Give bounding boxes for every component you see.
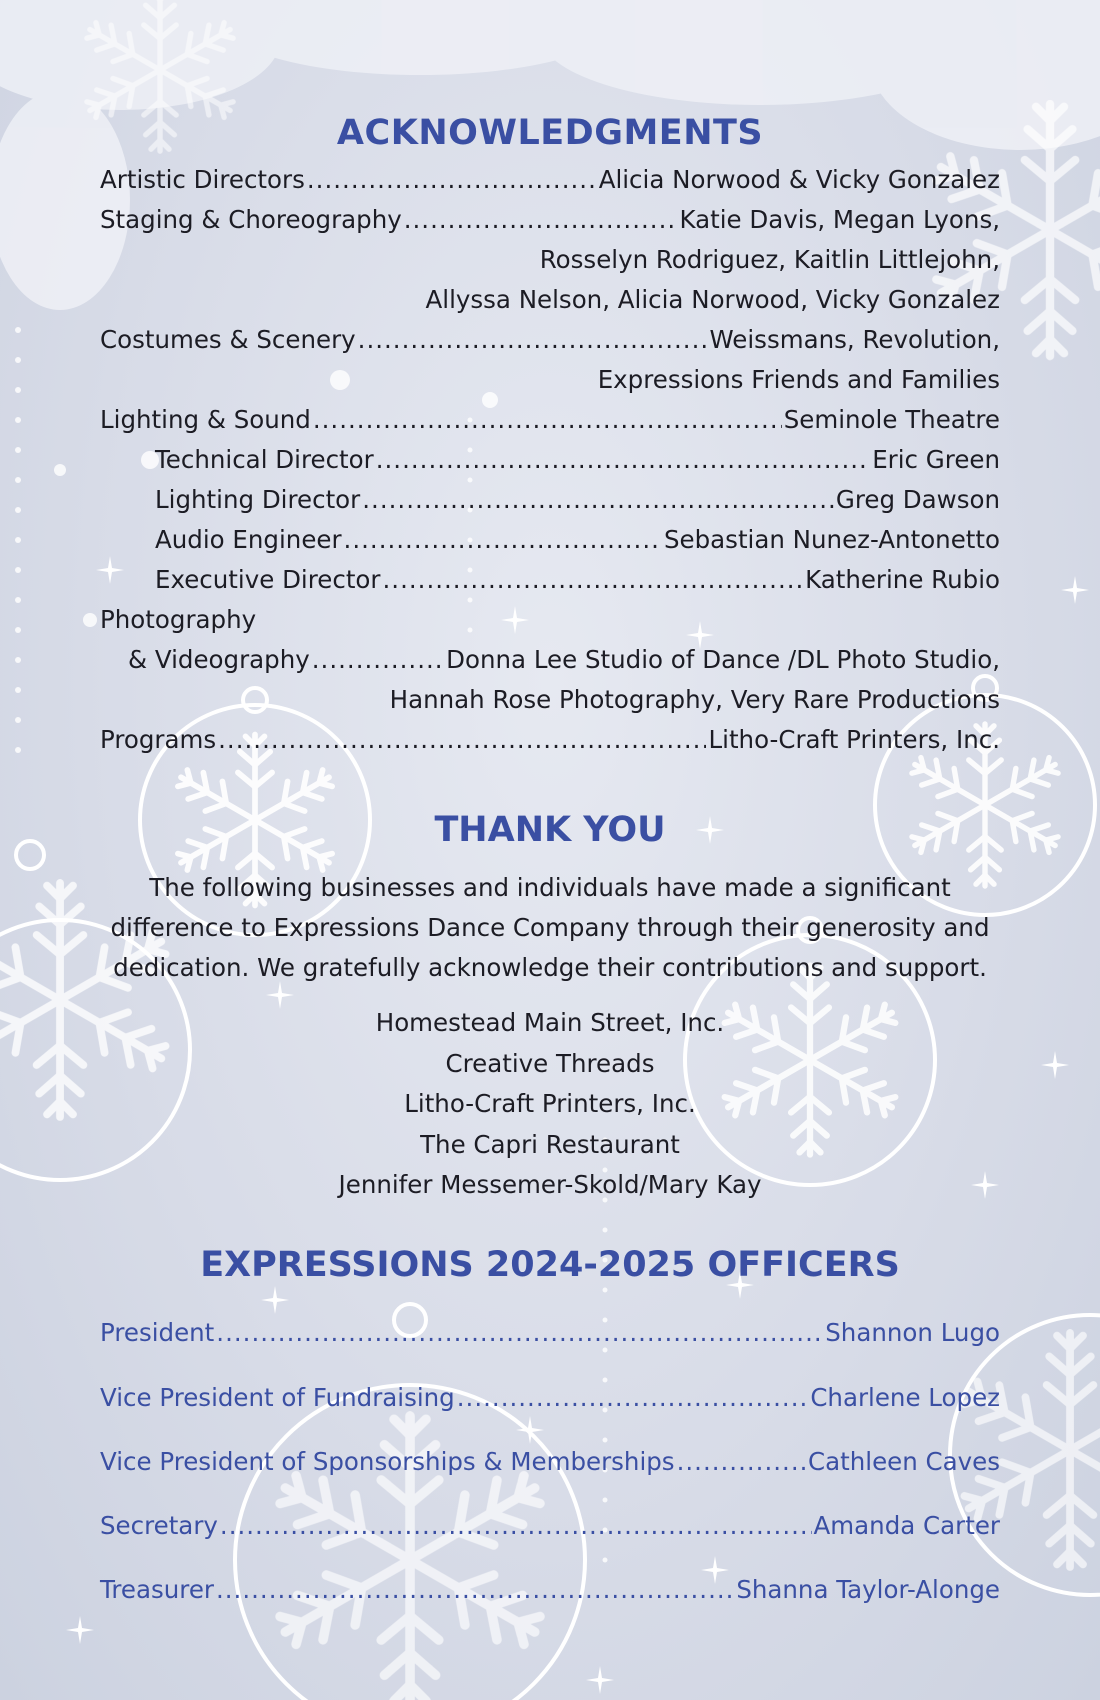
credit-label: & Videography	[128, 645, 310, 674]
credit-row-lighting-sound	[100, 400, 1000, 440]
credit-row-programs	[100, 720, 1000, 760]
paragraph-line: difference to Expressions Dance Company through their generosity and	[110, 913, 990, 942]
credit-label: Executive Director	[155, 565, 381, 594]
credit-row-costumes	[100, 320, 1000, 360]
credit-value: Eric Green	[872, 445, 1000, 474]
dot-leader	[457, 1376, 809, 1420]
officer-name: Cathleen Caves	[808, 1447, 1000, 1476]
credit-value: Litho-Craft Printers, Inc.	[708, 725, 1000, 754]
dot-leader	[677, 1440, 806, 1484]
paragraph-line: dedication. We gratefully acknowledge their contributions and support.	[113, 953, 987, 982]
dot-leader	[383, 560, 804, 600]
officer-role: President	[100, 1318, 215, 1347]
officer-row-treasurer	[100, 1568, 1000, 1612]
dot-leader	[358, 320, 708, 360]
credit-label: Lighting Director	[155, 485, 361, 514]
credit-label: Staging & Choreography	[100, 205, 402, 234]
officer-row-vp-fundraising	[100, 1376, 1000, 1420]
officer-role: Secretary	[100, 1511, 218, 1540]
credit-value: Katherine Rubio	[805, 565, 1000, 594]
officer-name: Amanda Carter	[813, 1511, 1000, 1540]
credit-label-photography: Photography	[100, 605, 257, 634]
credit-row-lighting-director	[100, 480, 1000, 520]
dot-leader	[376, 440, 870, 480]
officers-heading: EXPRESSIONS 2024-2025 OFFICERS	[200, 1245, 900, 1285]
credit-label: Programs	[100, 725, 217, 754]
officer-row-president	[100, 1311, 1000, 1355]
credit-row-executive-director	[100, 560, 1000, 600]
credit-value: Weissmans, Revolution,	[709, 325, 1000, 354]
credit-value: Alicia Norwood & Vicky Gonzalez	[598, 165, 1000, 194]
credit-label: Lighting & Sound	[100, 405, 311, 434]
list-item: Homestead Main Street, Inc.	[375, 1008, 725, 1037]
credit-value: Katie Davis, Megan Lyons,	[679, 205, 1000, 234]
officer-name: Shanna Taylor-Alonge	[736, 1575, 1000, 1604]
credit-row-staging	[100, 200, 1000, 240]
credit-row-technical-director	[100, 440, 1000, 480]
dot-leader	[404, 200, 678, 240]
credit-row-audio-engineer	[100, 520, 1000, 560]
list-item: Creative Threads	[445, 1048, 655, 1078]
officer-role: Vice President of Fundraising	[100, 1383, 455, 1412]
dot-leader	[218, 720, 706, 760]
list-item: Litho-Craft Printers, Inc.	[404, 1089, 696, 1118]
credit-value: Donna Lee Studio of Dance /DL Photo Studio,	[446, 645, 1000, 674]
credit-value: Seminole Theatre	[783, 405, 1000, 434]
list-item: Jennifer Messemer-Skold/Mary Kay	[338, 1170, 762, 1199]
credit-value: Sebastian Nunez-Antonetto	[663, 525, 1000, 554]
credit-row-photography	[100, 640, 1000, 680]
officer-name: Charlene Lopez	[810, 1383, 1000, 1412]
dot-leader	[216, 1311, 823, 1355]
dot-leader	[307, 160, 597, 200]
officer-role: Treasurer	[100, 1575, 214, 1604]
credit-label: Technical Director	[155, 445, 374, 474]
credit-label: Artistic Directors	[100, 165, 305, 194]
credit-continuation: Expressions Friends and Families	[597, 365, 1000, 394]
dot-leader	[216, 1568, 734, 1612]
credit-label: Audio Engineer	[155, 525, 342, 554]
dot-leader	[220, 1504, 812, 1548]
credit-label: Costumes & Scenery	[100, 325, 356, 354]
credit-row-artistic-directors	[100, 160, 1000, 200]
thank-you-paragraph	[100, 868, 1000, 988]
credit-value: Greg Dawson	[835, 485, 1000, 514]
credit-continuation: Rosselyn Rodriguez, Kaitlin Littlejohn,	[539, 245, 1000, 274]
officer-row-vp-sponsorships	[100, 1440, 1000, 1484]
dot-leader	[313, 400, 782, 440]
sponsor-list	[100, 1003, 1000, 1206]
credit-continuation: Hannah Rose Photography, Very Rare Productions	[389, 685, 1000, 714]
list-item: The Capri Restaurant	[420, 1129, 680, 1159]
officer-name: Shannon Lugo	[825, 1318, 1000, 1347]
thank-you-heading: THANK YOU	[434, 810, 666, 850]
officer-role: Vice President of Sponsorships & Memberships	[100, 1447, 675, 1476]
paragraph-line: The following businesses and individuals have made a significant	[149, 873, 951, 902]
dot-leader	[362, 480, 834, 520]
acknowledgments-heading: ACKNOWLEDGMENTS	[336, 113, 764, 153]
credit-continuation: Allyssa Nelson, Alicia Norwood, Vicky Gonzalez	[425, 285, 1000, 314]
dot-leader	[344, 520, 662, 560]
officer-row-secretary	[100, 1504, 1000, 1548]
dot-leader	[312, 640, 444, 680]
